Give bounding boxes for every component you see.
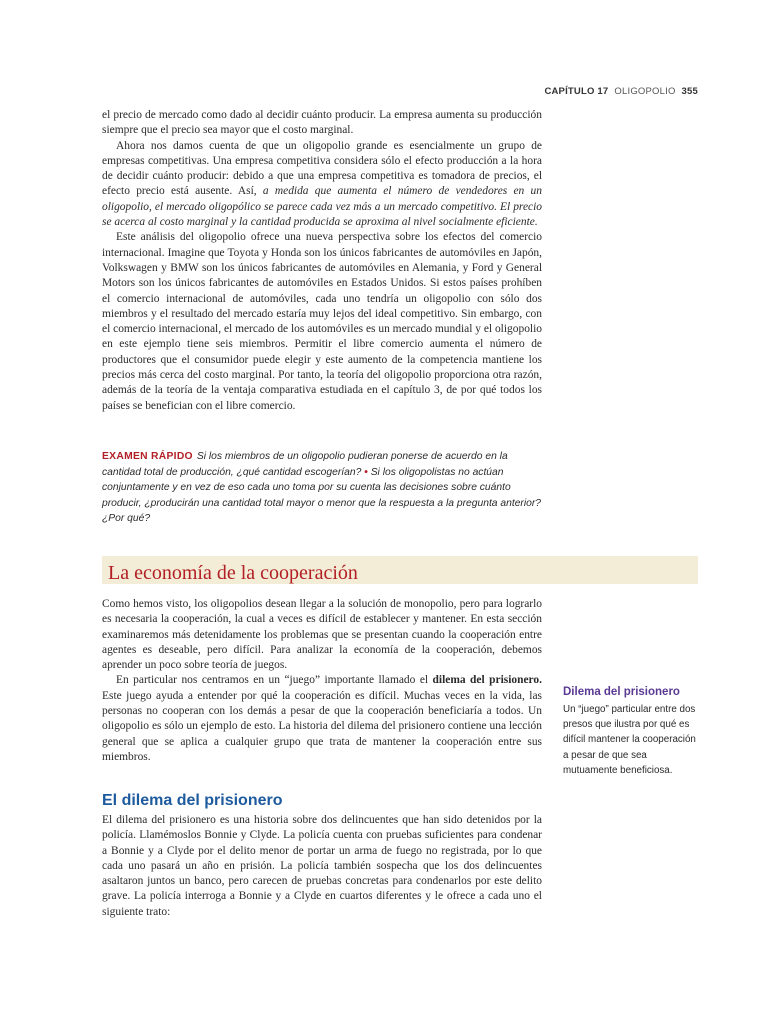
paragraph-text: Ahora nos damos cuenta de que un oligopolio grande es esencialmente un grupo de empresas competitivas. Una empresa competitiva considera sólo el efecto producción a la hora de decidir cuánto producir: debido a que una empresa competitiva es tomadora de precios, el efecto precio está ausente. Así,	[102, 139, 542, 198]
body-column-top	[102, 108, 542, 414]
paragraph-prisoners-dilemma-intro	[102, 673, 542, 765]
key-term: dilema del prisionero.	[432, 674, 542, 687]
page-number: 355	[681, 86, 698, 97]
paragraph-text: En particular nos centramos en un “juego” importante llamado el	[116, 674, 433, 687]
paragraph-continuation: el precio de mercado como dado al decidir cuánto producir. La empresa aumenta su producción siempre que el precio sea mayor que el costo marginal.	[102, 109, 542, 137]
emphasized-text: a medida que aumenta el número de vendedores en un oligopolio, el mercado oligopólico se parece cada vez más a un mercado competitivo. El precio se acerca al costo marginal y la cantidad producida se aproxima al nivel socialmente eficiente.	[102, 185, 542, 229]
body-column-section	[102, 597, 542, 765]
body-column-bottom	[102, 813, 542, 920]
margin-glossary	[563, 684, 703, 778]
quick-quiz-label: EXAMEN RÁPIDO	[102, 451, 193, 462]
section-label: OLIGOPOLIO	[614, 86, 676, 97]
section-banner	[102, 556, 698, 584]
chapter-label: CAPÍTULO 17	[544, 86, 609, 97]
glossary-definition: Un “juego” particular entre dos presos que ilustra por qué es difícil mantener la cooperación a pesar de que sea mutuamente beneficiosa.	[563, 704, 696, 776]
paragraph-large-oligopoly	[102, 139, 542, 231]
quiz-question-1: Si los miembros de un oligopolio pudieran ponerse de acuerdo en la cantidad total de producción, ¿qué cantidad escogerían?	[102, 451, 508, 478]
subsection-heading: El dilema del prisionero	[102, 792, 283, 809]
glossary-term: Dilema del prisionero	[563, 686, 680, 698]
paragraph-cooperation-intro: Como hemos visto, los oligopolios desean llegar a la solución de monopolio, pero para lograrlo es necesaria la cooperación, la cual a veces es difícil de establecer y mantener. En esta sección examinaremos más detenidamente los problemas que se presentan cuando la cooperación entre agentes es deseable, pero difícil. Para analizar la economía de la cooperación, debemos aprender un poco sobre teoría de juegos.	[102, 598, 542, 672]
quiz-bullet: •	[364, 466, 368, 478]
quick-quiz	[102, 449, 542, 527]
running-header	[544, 86, 698, 97]
section-title: La economía de la cooperación	[108, 562, 358, 584]
paragraph-prisoners-story: El dilema del prisionero es una historia sobre dos delincuentes que han sido detenidos por la policía. Llamémoslos Bonnie y Clyde. La policía cuenta con pruebas suficientes para condenar a Bonnie y a Clyde por el delito menor de portar un arma de fuego no registrada, por lo que cada uno pasará un año en prisión. La policía también sospecha que los dos delincuentes asaltaron juntos un banco, pero carecen de pruebas concretas para condenarlos por este delito grave. La policía interroga a Bonnie y a Clyde en cuartos diferentes y le ofrece a cada uno el siguiente trato:	[102, 814, 542, 918]
paragraph-text: Este juego ayuda a entender por qué la cooperación es difícil. Muchas veces en la vida, las personas no cooperan con los demás a pesar de que la cooperación beneficiaría a todos. Un oligopolio es sólo un ejemplo de esto. La historia del dilema del prisionero contiene una lección general que se aplica a cualquier grupo que trata de mantener la cooperación entre sus miembros.	[102, 689, 542, 763]
quiz-question-2: Si los oligopolistas no actúan conjuntamente y en vez de eso cada uno toma por su cuenta las decisiones sobre cuánto producir, ¿producirán una cantidad total mayor o menor que la respuesta a la pregunta anterior? ¿Por qué?	[102, 466, 542, 524]
paragraph-international-trade: Este análisis del oligopolio ofrece una nueva perspectiva sobre los efectos del comercio internacional. Imagine que Toyota y Honda son los únicos fabricantes de automóviles en Japón, Volkswagen y BMW son los únicos fabricantes de automóviles en Alemania, y Ford y General Motors son los únicos fabricantes de automóviles en Estados Unidos. Si estos países prohíben el comercio internacional de automóviles, cada uno tendría un oligopolio con sólo dos miembros y el resultado del mercado estaría muy lejos del ideal competitivo. Sin embargo, con el comercio internacional, el mercado de los automóviles es un mercado mundial y el oligopolio en este ejemplo tiene seis miembros. Permitir el libre comercio aumenta el número de productores que el consumidor puede elegir y este aumento de la competencia mantiene los precios más cerca del costo marginal. Por tanto, la teoría del oligopolio proporciona otra razón, además de la teoría de la ventaja comparativa estudiada en el capítulo 3, de por qué todos los países se benefician con el libre comercio.	[102, 231, 542, 412]
